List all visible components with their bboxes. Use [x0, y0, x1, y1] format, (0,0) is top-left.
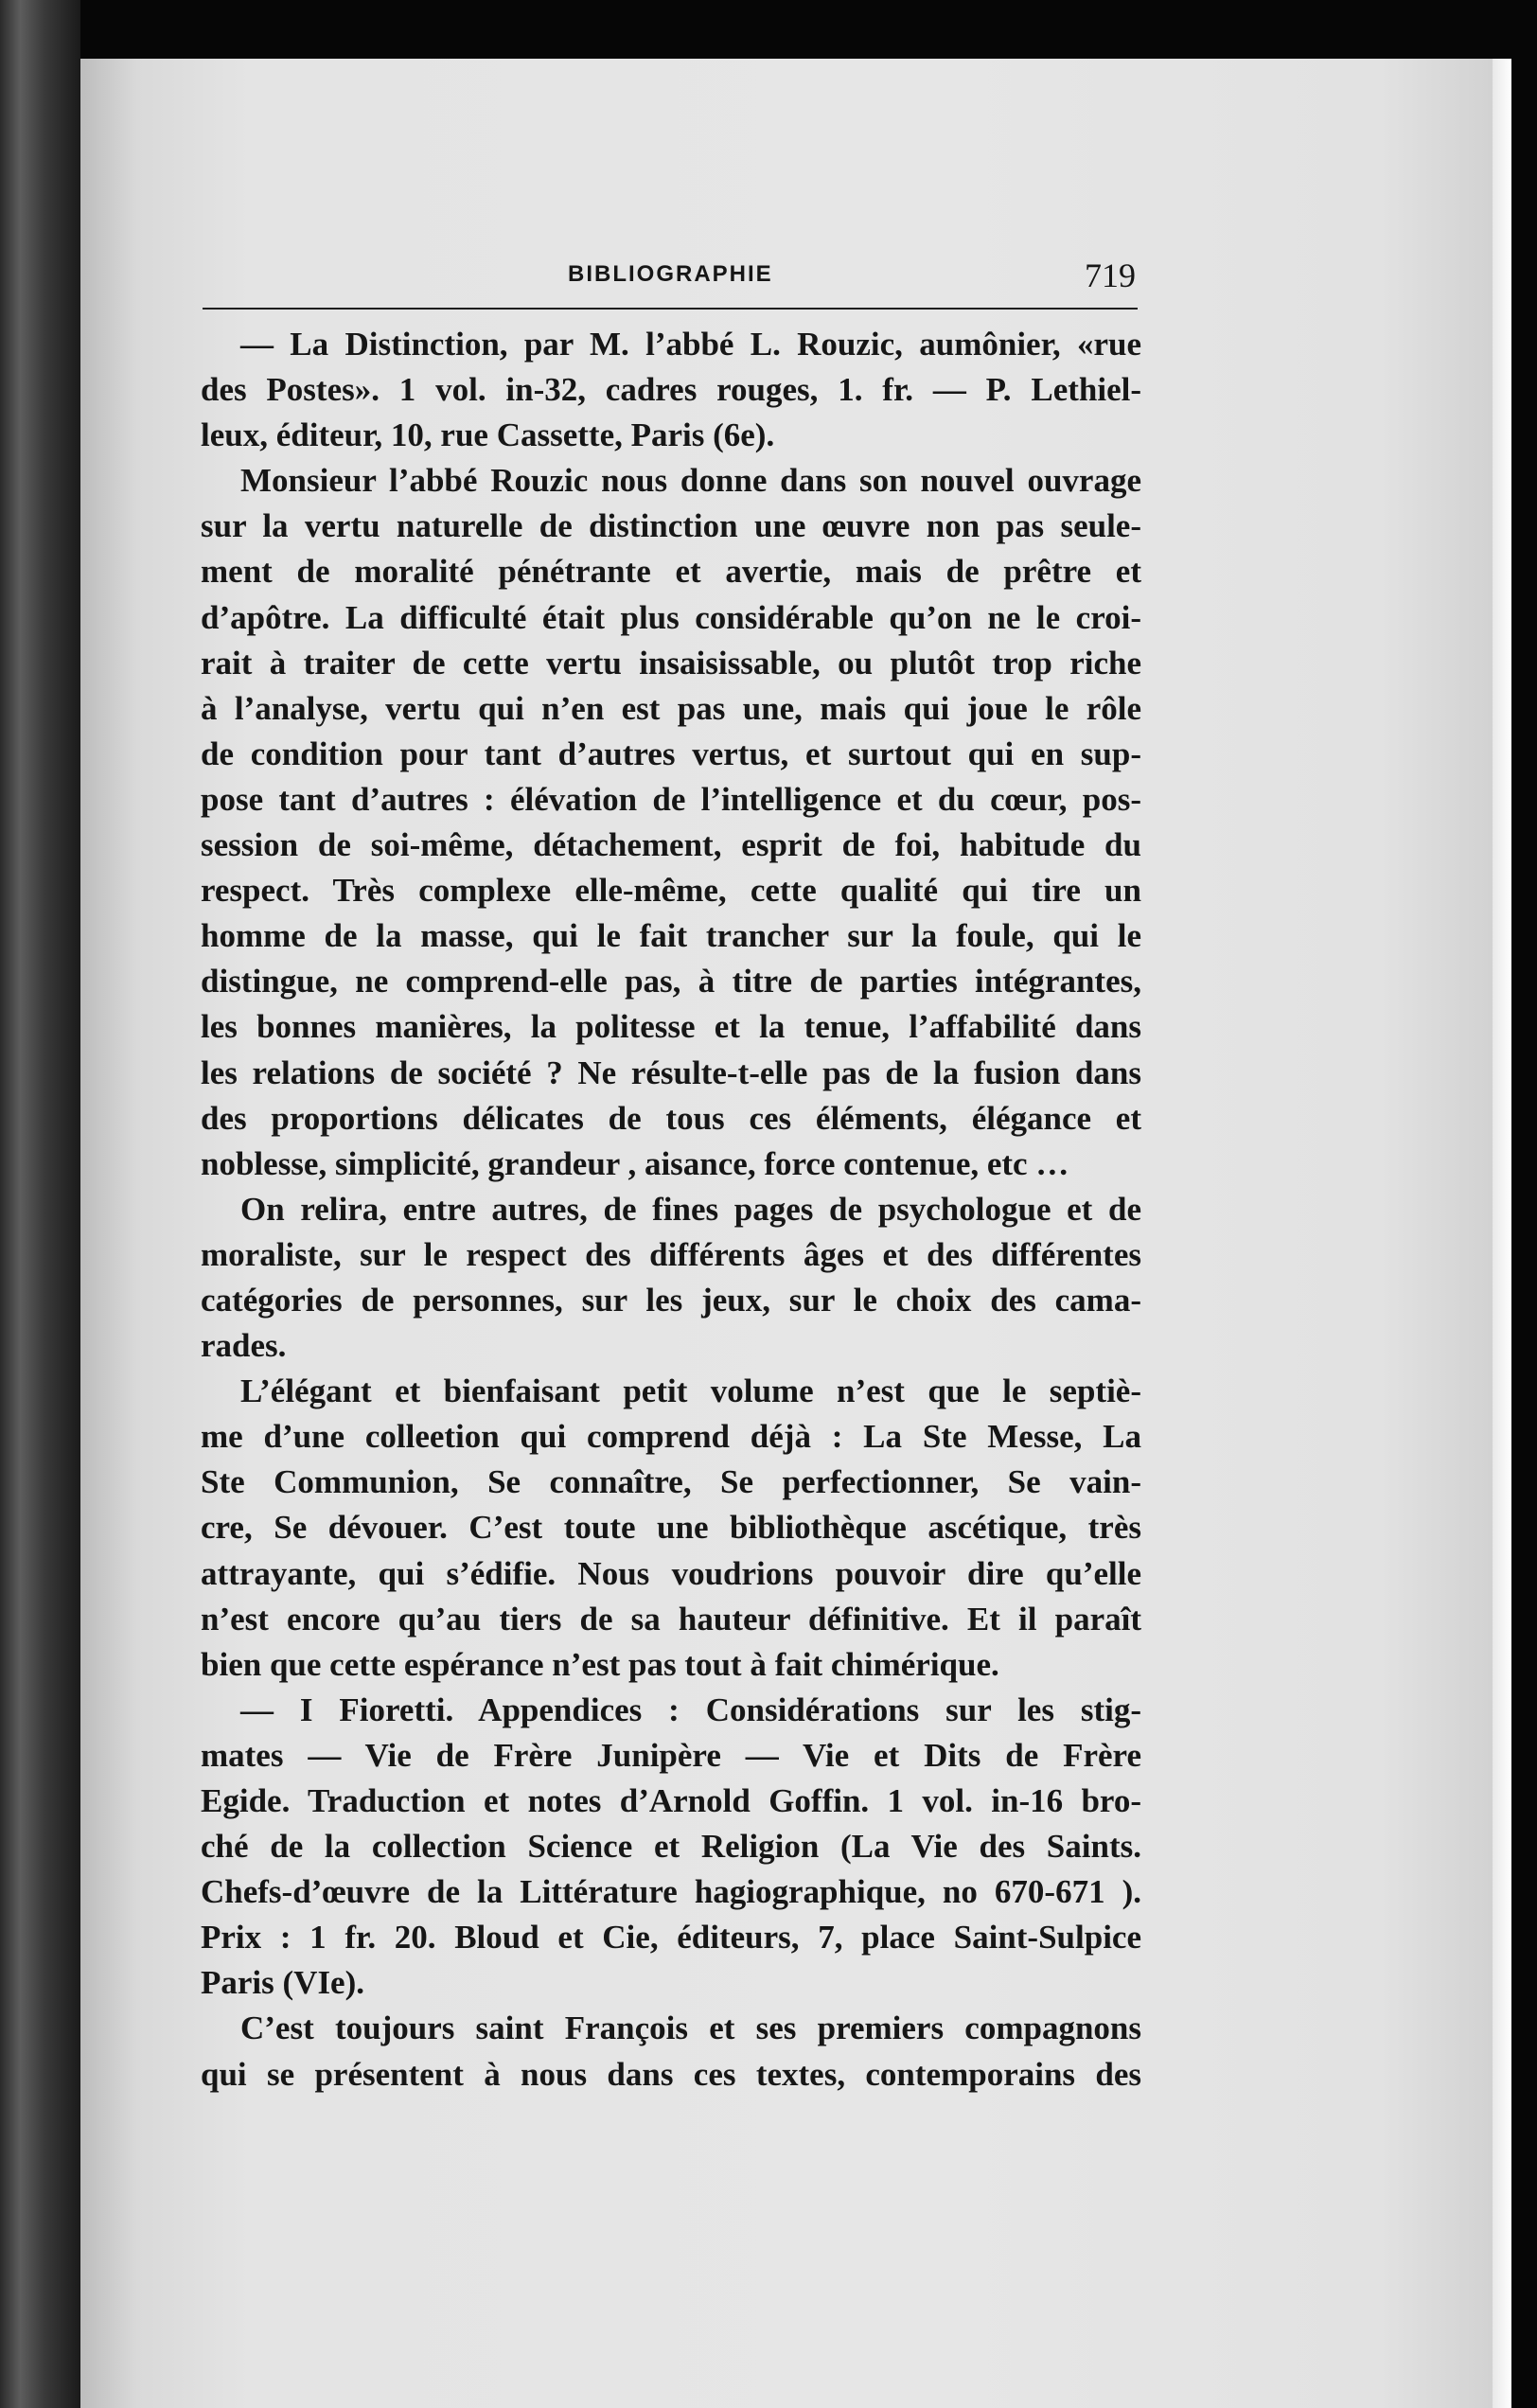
text-line: session de soi-même, détachement, esprit de foi, habitude du	[201, 826, 1141, 864]
text-line: rades.	[201, 1327, 287, 1365]
text-line: sur la vertu naturelle de distinction une œuvre non pas seule-	[201, 507, 1141, 545]
text-line: Paris (VIe).	[201, 1964, 365, 2002]
text-line: qui se présentent à nous dans ces textes, contemporains des	[201, 2055, 1141, 2093]
text-line: n’est encore qu’au tiers de sa hauteur définitive. Et il paraît	[201, 1600, 1141, 1638]
text-line: catégories de personnes, sur les jeux, sur le choix des cama-	[201, 1281, 1141, 1319]
header-rule	[203, 308, 1138, 310]
text-line: moraliste, sur le respect des différents âges et des différentes	[201, 1235, 1141, 1273]
text-line: ment de moralité pénétrante et avertie, mais de prêtre et	[201, 553, 1141, 591]
body-text	[201, 322, 1141, 2098]
text-line: C’est toujours saint François et ses premiers compagnons	[240, 2010, 1141, 2047]
text-line: homme de la masse, qui le fait trancher sur la foule, qui le	[201, 917, 1141, 955]
text-line: Prix : 1 fr. 20. Bloud et Cie, éditeurs, 7, place Saint-Sulpice	[201, 1919, 1141, 1956]
facing-page-edge	[0, 0, 80, 2408]
running-title: BIBLIOGRAPHIE	[568, 261, 773, 287]
text-line: les relations de société ? Ne résulte-t-elle pas de la fusion dans	[201, 1054, 1141, 1091]
text-line: les bonnes manières, la politesse et la tenue, l’affabilité dans	[201, 1008, 1141, 1046]
text-line: ché de la collection Science et Religion (La Vie des Saints.	[201, 1828, 1141, 1866]
text-line: Chefs-d’œuvre de la Littérature hagiographique, no 670-671 ).	[201, 1873, 1141, 1911]
text-line: — La Distinction, par M. l’abbé L. Rouzic, aumônier, «rue	[240, 326, 1141, 363]
text-line: à l’analyse, vertu qui n’en est pas une, mais qui joue le rôle	[201, 689, 1141, 727]
text-line: Egide. Traduction et notes d’Arnold Goffin. 1 vol. in-16 bro-	[201, 1782, 1141, 1819]
text-line: cre, Se dévouer. C’est toute une bibliothèque ascétique, très	[201, 1509, 1141, 1547]
text-line: Monsieur l’abbé Rouzic nous donne dans son nouvel ouvrage	[240, 462, 1141, 500]
text-line: des proportions délicates de tous ces éléments, élégance et	[201, 1099, 1141, 1137]
text-line: On relira, entre autres, de fines pages de psychologue et de	[240, 1190, 1141, 1228]
page-number: 719	[1085, 257, 1136, 294]
text-line: bien que cette espérance n’est pas tout à fait chimérique.	[201, 1645, 999, 1683]
text-line: — I Fioretti. Appendices : Considérations sur les stig-	[240, 1691, 1141, 1728]
text-line: de condition pour tant d’autres vertus, et surtout qui en sup-	[201, 735, 1141, 772]
text-line: des Postes». 1 vol. in-32, cadres rouges, 1. fr. — P. Lethiel-	[201, 371, 1141, 409]
text-line: noblesse, simplicité, grandeur , aisance, force contenue, etc …	[201, 1144, 1069, 1182]
text-line: leux, éditeur, 10, rue Cassette, Paris (6e).	[201, 416, 775, 454]
text-line: mates — Vie de Frère Junipère — Vie et Dits de Frère	[201, 1736, 1141, 1774]
text-line: d’apôtre. La difficulté était plus considérable qu’on ne le croi-	[201, 598, 1141, 636]
text-line: rait à traiter de cette vertu insaisissable, ou plutôt trop riche	[201, 644, 1141, 682]
text-line: attrayante, qui s’édifie. Nous voudrions pouvoir dire qu’elle	[201, 1554, 1141, 1592]
text-line: distingue, ne comprend-elle pas, à titre de parties intégrantes,	[201, 963, 1141, 1000]
text-line: respect. Très complexe elle-même, cette qualité qui tire un	[201, 872, 1141, 910]
text-line: me d’une colleetion qui comprend déjà : La Ste Messe, La	[201, 1418, 1141, 1456]
text-line: L’élégant et bienfaisant petit volume n’est que le septiè-	[240, 1372, 1141, 1410]
text-line: pose tant d’autres : élévation de l’intelligence et du cœur, pos-	[201, 780, 1141, 818]
text-line: Ste Communion, Se connaître, Se perfectionner, Se vain-	[201, 1463, 1141, 1501]
page-right-margin-strip	[1493, 59, 1511, 2408]
